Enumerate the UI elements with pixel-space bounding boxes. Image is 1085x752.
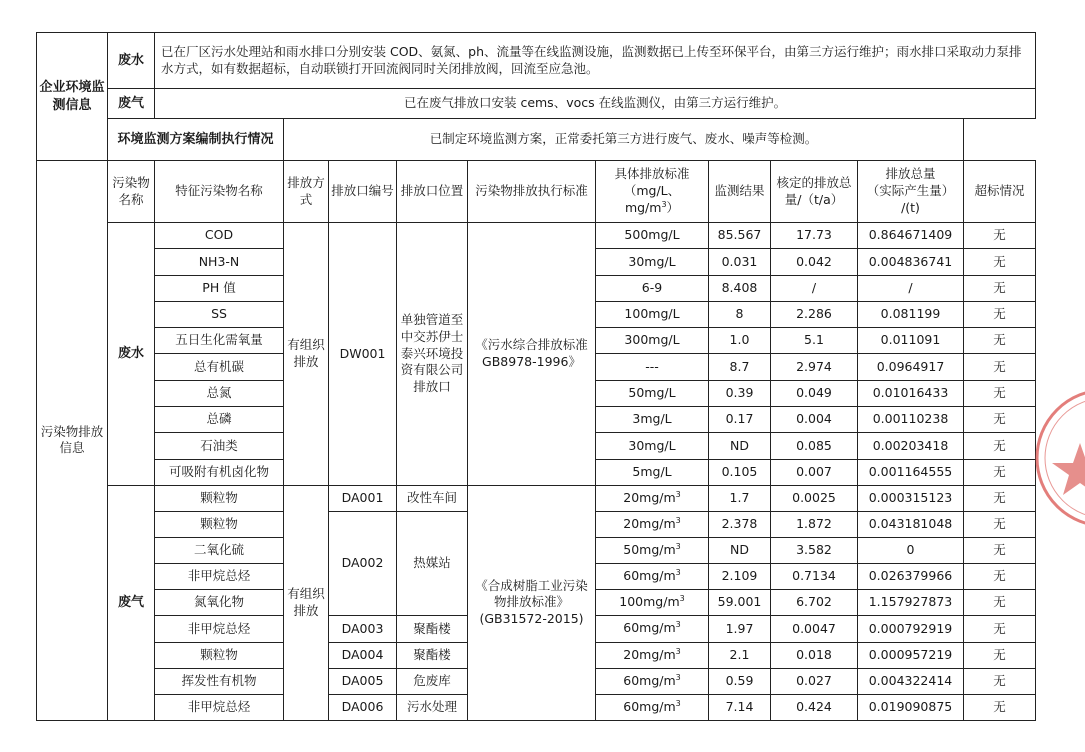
wastegas-category: 废气 — [108, 485, 155, 720]
emission-limit — [596, 538, 709, 564]
unit-superscript: 3 — [679, 594, 685, 604]
section-label: 污染物排放信息 — [37, 161, 108, 721]
wastegas-label: 废气 — [108, 89, 155, 119]
approved-total: 6.702 — [771, 590, 858, 616]
emission-limit — [596, 512, 709, 538]
pollutant-name: COD — [155, 223, 284, 249]
emission-limit-value: 100mg/m — [619, 594, 680, 610]
exceed-status: 无 — [964, 328, 1036, 354]
wastegas-outlet-loc: 聚酯楼 — [397, 642, 468, 668]
emission-limit: 3mg/L — [596, 407, 709, 433]
emission-limit — [596, 564, 709, 590]
approved-total: 17.73 — [771, 223, 858, 249]
emission-limit: 5mg/L — [596, 459, 709, 485]
pollutant-name: 非甲烷总烃 — [155, 564, 284, 590]
unit-superscript: 3 — [675, 516, 681, 526]
enterprise-monitoring-label: 企业环境监测信息 — [37, 33, 108, 161]
col-outlet-loc: 排放口位置 — [397, 161, 468, 223]
approved-total: 0.042 — [771, 249, 858, 275]
emission-limit-value: 60mg/m — [623, 568, 676, 584]
approved-total: 0.018 — [771, 642, 858, 668]
pollutant-name: 非甲烷总烃 — [155, 694, 284, 720]
monitoring-result: 7.14 — [709, 694, 771, 720]
monitoring-result: ND — [709, 433, 771, 459]
exceed-status: 无 — [964, 564, 1036, 590]
monitoring-result: 1.97 — [709, 616, 771, 642]
emission-limit — [596, 668, 709, 694]
col-result: 监测结果 — [709, 161, 771, 223]
col-limit-line1: 具体排放标准 — [614, 166, 690, 182]
exceed-status: 无 — [964, 642, 1036, 668]
emission-limit: 30mg/L — [596, 433, 709, 459]
approved-total: 2.974 — [771, 354, 858, 380]
emission-limit-value: 50mg/m — [623, 542, 676, 558]
wastegas-row — [37, 485, 1036, 511]
actual-total: 0.019090875 — [858, 694, 964, 720]
actual-total: 0.000957219 — [858, 642, 964, 668]
wastegas-outlet-no: DA003 — [329, 616, 397, 642]
wastegas-outlet-loc: 改性车间 — [397, 485, 468, 511]
exceed-status: 无 — [964, 694, 1036, 720]
plan-row — [37, 119, 1036, 161]
emission-limit: 500mg/L — [596, 223, 709, 249]
wastegas-outlet-loc: 危废库 — [397, 668, 468, 694]
actual-total: 0.000315123 — [858, 485, 964, 511]
exceed-status: 无 — [964, 433, 1036, 459]
pollutant-name: 颗粒物 — [155, 642, 284, 668]
col-method: 排放方式 — [284, 161, 329, 223]
pollutant-name: 颗粒物 — [155, 512, 284, 538]
pollutant-name: PH 值 — [155, 275, 284, 301]
wastegas-standard: 《合成树脂工业污染物排放标准》(GB31572-2015) — [468, 485, 596, 720]
approved-total: 3.582 — [771, 538, 858, 564]
exceed-status: 无 — [964, 538, 1036, 564]
pollutant-name: 五日生化需氧量 — [155, 328, 284, 354]
approved-total: 0.004 — [771, 407, 858, 433]
monitoring-result: 1.0 — [709, 328, 771, 354]
actual-total: / — [858, 275, 964, 301]
actual-total: 0.001164555 — [858, 459, 964, 485]
monitoring-result: 0.105 — [709, 459, 771, 485]
pollutant-name: 总氮 — [155, 380, 284, 406]
actual-total: 0.004322414 — [858, 668, 964, 694]
monitoring-result: 2.109 — [709, 564, 771, 590]
col-pollutant: 特征污染物名称 — [155, 161, 284, 223]
col-limit-sup: 3 — [661, 199, 667, 209]
monitoring-result: 8 — [709, 301, 771, 327]
actual-total: 0.043181048 — [858, 512, 964, 538]
exceed-status: 无 — [964, 668, 1036, 694]
company-seal — [1030, 378, 1085, 538]
exceed-status: 无 — [964, 590, 1036, 616]
pollutant-name: 氮氧化物 — [155, 590, 284, 616]
actual-total: 0 — [858, 538, 964, 564]
emission-limit: 300mg/L — [596, 328, 709, 354]
wastewater-standard: 《污水综合排放标准 GB8978-1996》 — [468, 223, 596, 486]
emission-limit-value: 20mg/m — [623, 516, 676, 532]
actual-total: 0.026379966 — [858, 564, 964, 590]
unit-superscript: 3 — [675, 698, 681, 708]
emission-limit — [596, 590, 709, 616]
emission-limit — [596, 642, 709, 668]
col-limit-close: ） — [666, 200, 680, 216]
exceed-status: 无 — [964, 512, 1036, 538]
col-category: 污染物名称 — [108, 161, 155, 223]
approved-total: 5.1 — [771, 328, 858, 354]
actual-total: 0.0964917 — [858, 354, 964, 380]
monitoring-result: 0.59 — [709, 668, 771, 694]
wastegas-outlet-no: DA004 — [329, 642, 397, 668]
exceed-status: 无 — [964, 459, 1036, 485]
wastewater-outlet-loc: 单独管道至中交苏伊士泰兴环境投资有限公司排放口 — [397, 223, 468, 486]
pollutant-name: 非甲烷总烃 — [155, 616, 284, 642]
monitoring-result: ND — [709, 538, 771, 564]
emission-limit: --- — [596, 354, 709, 380]
wastegas-outlet-loc: 污水处理 — [397, 694, 468, 720]
unit-superscript: 3 — [675, 490, 681, 499]
pollutant-name: 总磷 — [155, 407, 284, 433]
exceed-status: 无 — [964, 249, 1036, 275]
wastewater-label: 废水 — [108, 33, 155, 89]
col-total-line1: 排放总量 — [885, 166, 936, 182]
exceed-status: 无 — [964, 301, 1036, 327]
pollutant-name: 二氧化硫 — [155, 538, 284, 564]
emission-limit: 30mg/L — [596, 249, 709, 275]
exceed-status: 无 — [964, 485, 1036, 511]
wastegas-outlet-no: DA002 — [329, 512, 397, 616]
approved-total: 0.424 — [771, 694, 858, 720]
wastegas-outlet-no: DA001 — [329, 485, 397, 511]
exceed-status: 无 — [964, 275, 1036, 301]
col-exceed: 超标情况 — [964, 161, 1036, 223]
actual-total: 0.004836741 — [858, 249, 964, 275]
col-outlet-no: 排放口编号 — [329, 161, 397, 223]
monitoring-result: 85.567 — [709, 223, 771, 249]
exceed-status: 无 — [964, 380, 1036, 406]
emission-limit-value: 60mg/m — [623, 620, 676, 636]
approved-total: 0.0025 — [771, 485, 858, 511]
exceed-status: 无 — [964, 223, 1036, 249]
monitoring-result: 0.031 — [709, 249, 771, 275]
pollutant-name: 石油类 — [155, 433, 284, 459]
emission-limit-value: 20mg/m — [623, 646, 676, 662]
actual-total: 0.00110238 — [858, 407, 964, 433]
actual-total: 0.01016433 — [858, 380, 964, 406]
wastegas-outlet-loc: 聚酯楼 — [397, 616, 468, 642]
plan-label: 环境监测方案编制执行情况 — [108, 119, 284, 161]
actual-total: 0.864671409 — [858, 223, 964, 249]
pollutant-name: 挥发性有机物 — [155, 668, 284, 694]
monitoring-result: 59.001 — [709, 590, 771, 616]
approved-total: / — [771, 275, 858, 301]
pollutant-name: 颗粒物 — [155, 485, 284, 511]
col-total — [858, 161, 964, 223]
col-total-line2: （实际产生量） — [866, 183, 955, 199]
unit-superscript: 3 — [675, 568, 681, 578]
wastewater-monitoring-row — [37, 33, 1036, 89]
col-standard: 污染物排放执行标准 — [468, 161, 596, 223]
plan-text: 已制定环境监测方案，正常委托第三方进行废气、废水、噪声等检测。 — [284, 119, 964, 161]
approved-total: 1.872 — [771, 512, 858, 538]
approved-total: 0.7134 — [771, 564, 858, 590]
monitoring-result: 2.1 — [709, 642, 771, 668]
wastegas-monitoring-text: 已在废气排放口安装 cems、vocs 在线监测仪，由第三方运行维护。 — [155, 89, 1036, 119]
wastegas-monitoring-row — [37, 89, 1036, 119]
pollution-info-table — [36, 32, 1036, 721]
monitoring-result: 8.7 — [709, 354, 771, 380]
col-limit-line2: （mg/L、mg/m — [623, 182, 681, 216]
emission-limit: 100mg/L — [596, 301, 709, 327]
col-limit — [596, 161, 709, 223]
pollutant-name: NH3-N — [155, 249, 284, 275]
pollutant-name: 总有机碳 — [155, 354, 284, 380]
approved-total: 0.049 — [771, 380, 858, 406]
wastegas-method: 有组织排放 — [284, 485, 329, 720]
emission-limit-value: 60mg/m — [623, 672, 676, 688]
wastegas-outlet-loc: 热媒站 — [397, 512, 468, 616]
approved-total: 0.027 — [771, 668, 858, 694]
wastegas-outlet-no: DA006 — [329, 694, 397, 720]
approved-total: 0.085 — [771, 433, 858, 459]
pollutant-name: SS — [155, 301, 284, 327]
unit-superscript: 3 — [675, 620, 681, 630]
wastewater-row — [37, 223, 1036, 249]
wastewater-category: 废水 — [108, 223, 155, 486]
wastewater-monitoring-text: 已在厂区污水处理站和雨水排口分别安装 COD、氨氮、ph、流量等在线监测设施，监测数据已上传至环保平台，由第三方运行维护；雨水排口采取动力泵排水方式，如有数据超标，自动联锁打开回流阀同时关闭排放阀，回流至应急池。 — [155, 33, 1036, 89]
wastewater-method: 有组织排放 — [284, 223, 329, 486]
approved-total: 0.0047 — [771, 616, 858, 642]
monitoring-result: 0.17 — [709, 407, 771, 433]
monitoring-result: 1.7 — [709, 485, 771, 511]
emission-limit-value: 60mg/m — [623, 698, 676, 714]
emission-limit: 6-9 — [596, 275, 709, 301]
emission-limit: 50mg/L — [596, 380, 709, 406]
monitoring-result: 8.408 — [709, 275, 771, 301]
monitoring-result: 0.39 — [709, 380, 771, 406]
actual-total: 0.081199 — [858, 301, 964, 327]
exceed-status: 无 — [964, 407, 1036, 433]
wastegas-outlet-no: DA005 — [329, 668, 397, 694]
column-header-row — [37, 161, 1036, 223]
emission-limit — [596, 485, 709, 511]
monitoring-result: 2.378 — [709, 512, 771, 538]
actual-total: 0.011091 — [858, 328, 964, 354]
table-body — [37, 33, 1036, 721]
unit-superscript: 3 — [675, 646, 681, 656]
unit-superscript: 3 — [675, 542, 681, 552]
actual-total: 0.000792919 — [858, 616, 964, 642]
unit-superscript: 3 — [675, 672, 681, 682]
approved-total: 2.286 — [771, 301, 858, 327]
approved-total: 0.007 — [771, 459, 858, 485]
col-approved: 核定的排放总量/（t/a） — [771, 161, 858, 223]
actual-total: 1.157927873 — [858, 590, 964, 616]
wastewater-outlet-no: DW001 — [329, 223, 397, 486]
actual-total: 0.00203418 — [858, 433, 964, 459]
emission-limit — [596, 616, 709, 642]
pollutant-name: 可吸附有机卤化物 — [155, 459, 284, 485]
emission-limit — [596, 694, 709, 720]
col-total-line3: /(t) — [901, 199, 920, 215]
emission-limit-value: 20mg/m — [623, 490, 676, 506]
exceed-status: 无 — [964, 354, 1036, 380]
exceed-status: 无 — [964, 616, 1036, 642]
